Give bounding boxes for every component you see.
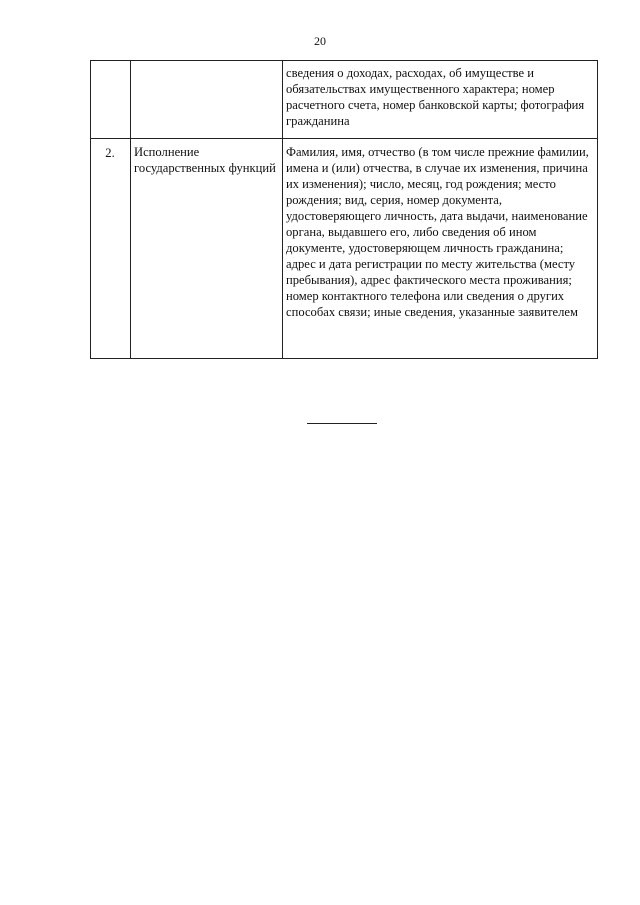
page-number: 20	[314, 34, 326, 48]
end-of-document-line	[307, 423, 377, 424]
function-name-cell	[131, 61, 283, 139]
row-number-cell: 2.	[91, 139, 131, 359]
row-number-cell	[91, 61, 131, 139]
personal-data-table	[90, 60, 598, 359]
table-row	[91, 61, 598, 139]
table-row	[91, 139, 598, 359]
personal-data-cell: Фамилия, имя, отчество (в том числе прежние фамилии, имена и (или) отчества, в случае их изменения, причина их изменения); число, месяц, год рождения; место рождения; вид, серия, номер документа, удостоверяющего личность, дата выдачи, наименование органа, выдавшего его, либо сведения об ином документе, удостоверяющем личность гражданина; адрес и дата регистрации по месту жительства (месту пребывания), адрес фактического места проживания; номер контактного телефона или сведения о других способах связи; иные сведения, указанные заявителем	[283, 139, 598, 359]
function-name-cell: Исполнение государственных функций	[131, 139, 283, 359]
personal-data-cell: сведения о доходах, расходах, об имуществе и обязательствах имущественного характера; номер расчетного счета, номер банковской карты; фотография гражданина	[283, 61, 598, 139]
